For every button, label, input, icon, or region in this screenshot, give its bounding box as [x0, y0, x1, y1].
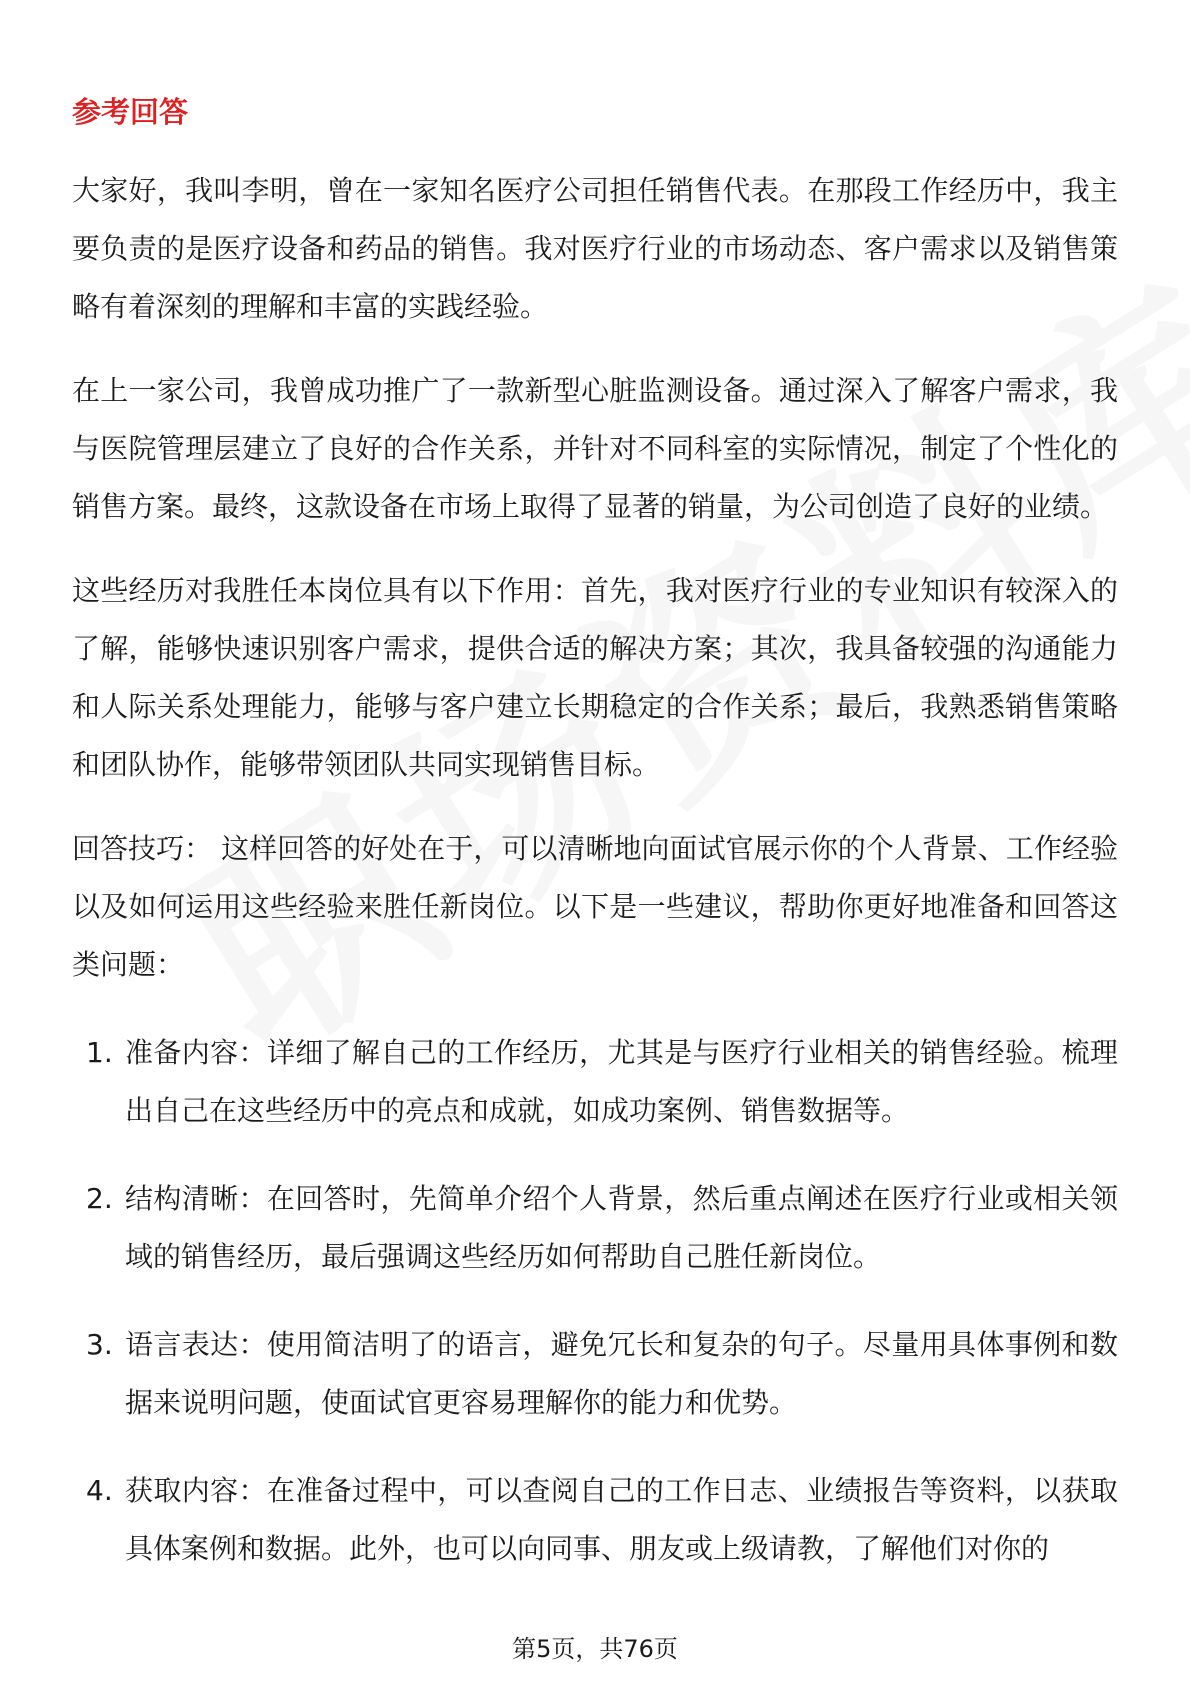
paragraph-experience: 在上一家公司，我曾成功推广了一款新型心脏监测设备。通过深入了解客户需求，我与医院管理层建立了良好的合作关系，并针对不同科室的实际情况，制定了个性化的销售方案。最终，这款设备在市场上取得了显著的销量，为公司创造了良好的业绩。: [72, 374, 1118, 523]
list-item-number: 1.: [86, 1036, 113, 1069]
list-item-text: 结构清晰：在回答时，先简单介绍个人背景，然后重点阐述在医疗行业或相关领域的销售经历，最后强调这些经历如何帮助自己胜任新岗位。: [125, 1182, 1118, 1273]
content-body: [72, 162, 1118, 1608]
page-number: 第5页，共76页: [512, 1635, 678, 1663]
list-item-text: 语言表达：使用简洁明了的语言，避免冗长和复杂的句子。尽量用具体事例和数据来说明问题，使面试官更容易理解你的能力和优势。: [125, 1328, 1118, 1419]
list-item: [72, 1024, 1118, 1140]
list-item: [72, 1170, 1118, 1286]
list-item-text: 获取内容：在准备过程中，可以查阅自己的工作日志、业绩报告等资料，以获取具体案例和数据。此外，也可以向同事、朋友或上级请教，了解他们对你的: [125, 1474, 1118, 1565]
page-bottom-margin: [0, 1598, 1190, 1628]
list-item: [72, 1462, 1118, 1578]
list-item-number: 3.: [86, 1328, 113, 1361]
list-item-number: 4.: [86, 1474, 113, 1507]
tips-list: [72, 1024, 1118, 1578]
list-item-text: 准备内容：详细了解自己的工作经历，尤其是与医疗行业相关的销售经验。梳理出自己在这些经历中的亮点和成就，如成功案例、销售数据等。: [125, 1036, 1118, 1127]
paragraph-tips: 回答技巧： 这样回答的好处在于，可以清晰地向面试官展示你的个人背景、工作经验以及如何运用这些经验来胜任新岗位。以下是一些建议，帮助你更好地准备和回答这类问题：: [72, 832, 1118, 981]
list-item: [72, 1316, 1118, 1432]
section-heading: 参考回答: [72, 95, 189, 129]
paragraph-benefits: 这些经历对我胜任本岗位具有以下作用：首先，我对医疗行业的专业知识有较深入的了解，能够快速识别客户需求，提供合适的解决方案；其次，我具备较强的沟通能力和人际关系处理能力，能够与客户建立长期稳定的合作关系；最后，我熟悉销售策略和团队协作，能够带领团队共同实现销售目标。: [72, 574, 1118, 781]
paragraph-intro: 大家好，我叫李明，曾在一家知名医疗公司担任销售代表。在那段工作经历中，我主要负责的是医疗设备和药品的销售。我对医疗行业的市场动态、客户需求以及销售策略有着深刻的理解和丰富的实践经验。: [72, 174, 1118, 323]
list-item-number: 2.: [86, 1182, 113, 1215]
